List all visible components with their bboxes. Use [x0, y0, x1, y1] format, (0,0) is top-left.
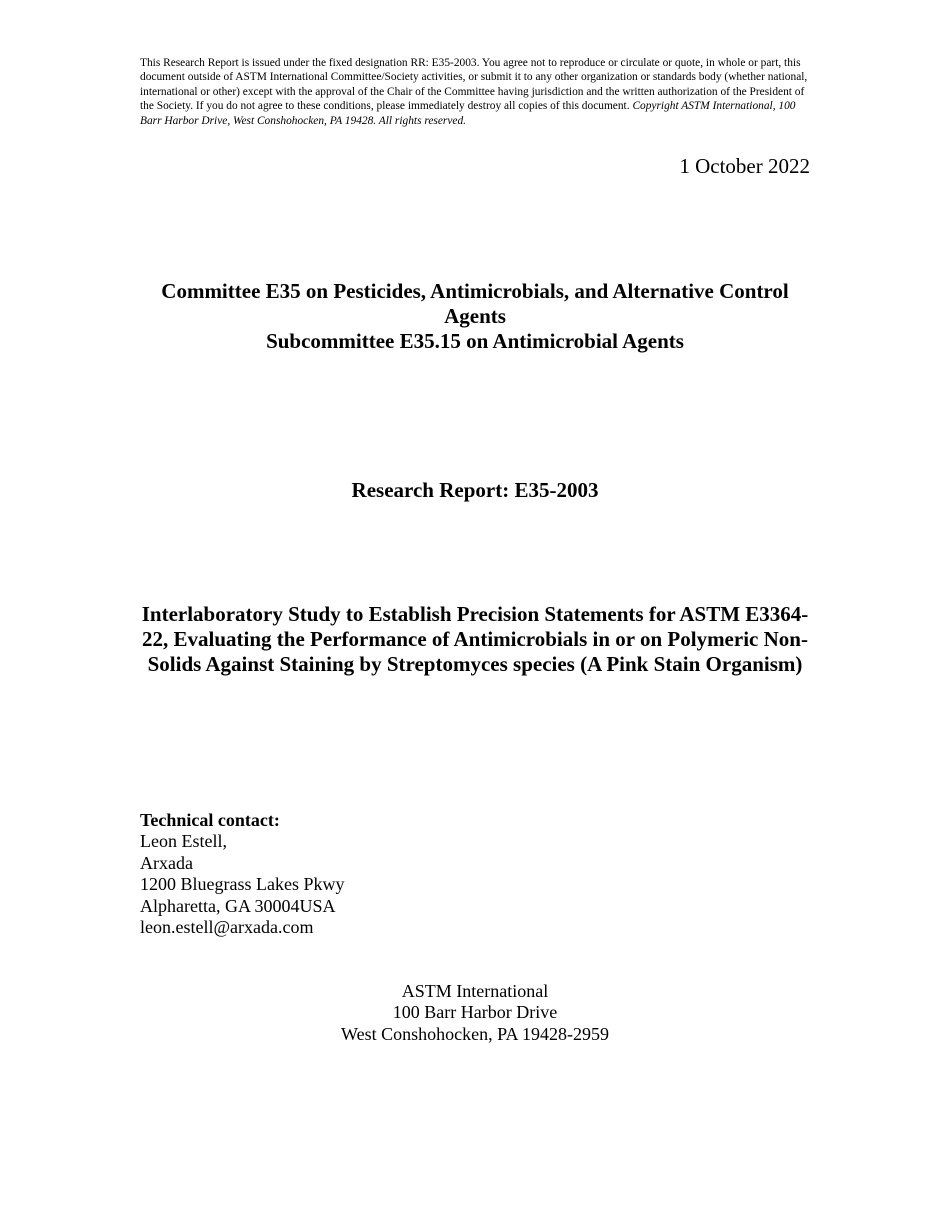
astm-city: West Conshohocken, PA 19428-2959: [341, 1023, 609, 1044]
contact-street: 1200 Bluegrass Lakes Pkwy: [140, 874, 345, 895]
contact-company: Arxada: [140, 852, 193, 873]
contact-city: Alpharetta, GA 30004USA: [140, 895, 336, 916]
astm-address: [140, 981, 810, 1045]
copyright-text: Copyright ASTM International, 100 Barr Harbor Drive, West Conshohocken, PA 19428. All rights reserved.: [140, 100, 796, 127]
astm-street: 100 Barr Harbor Drive: [392, 1002, 558, 1023]
astm-org: ASTM International: [401, 981, 549, 1001]
report-date: 1 October 2022: [679, 154, 810, 178]
subcommittee-name: Subcommittee E35.15 on Antimicrobial Agents: [266, 329, 684, 353]
committee-heading: [140, 279, 810, 354]
contact-heading: Technical contact:: [140, 810, 280, 830]
contact-email: leon.estell@arxada.com: [140, 917, 314, 938]
research-report-title: Research Report: E35-2003: [351, 478, 599, 502]
contact-name: Leon Estell,: [140, 831, 227, 852]
notice-text: This Research Report is issued under the fixed designation RR: E35-2003. You agree not to reproduce or circulate or quote, in whole or part, this document outside of ASTM International Committee/Society activities, or submit it to any other organization or standards body (whether national, international or other) except with the approval of the Chair of the Committee having jurisdiction and the written authorization of the President of the Society. If you do not agree to these conditions, please immediately destroy all copies of this document.: [140, 57, 808, 113]
committee-name: Committee E35 on Pesticides, Antimicrobials, and Alternative Control Agents: [161, 279, 789, 328]
study-title: Interlaboratory Study to Establish Precision Statements for ASTM E3364-22, Evaluating the Performance of Antimicrobials in or on Polymeric Non-Solids Against Staining by Streptomyces species (A Pink Stain Organism): [141, 602, 809, 676]
distribution-notice: [140, 56, 808, 128]
technical-contact: [140, 810, 344, 938]
